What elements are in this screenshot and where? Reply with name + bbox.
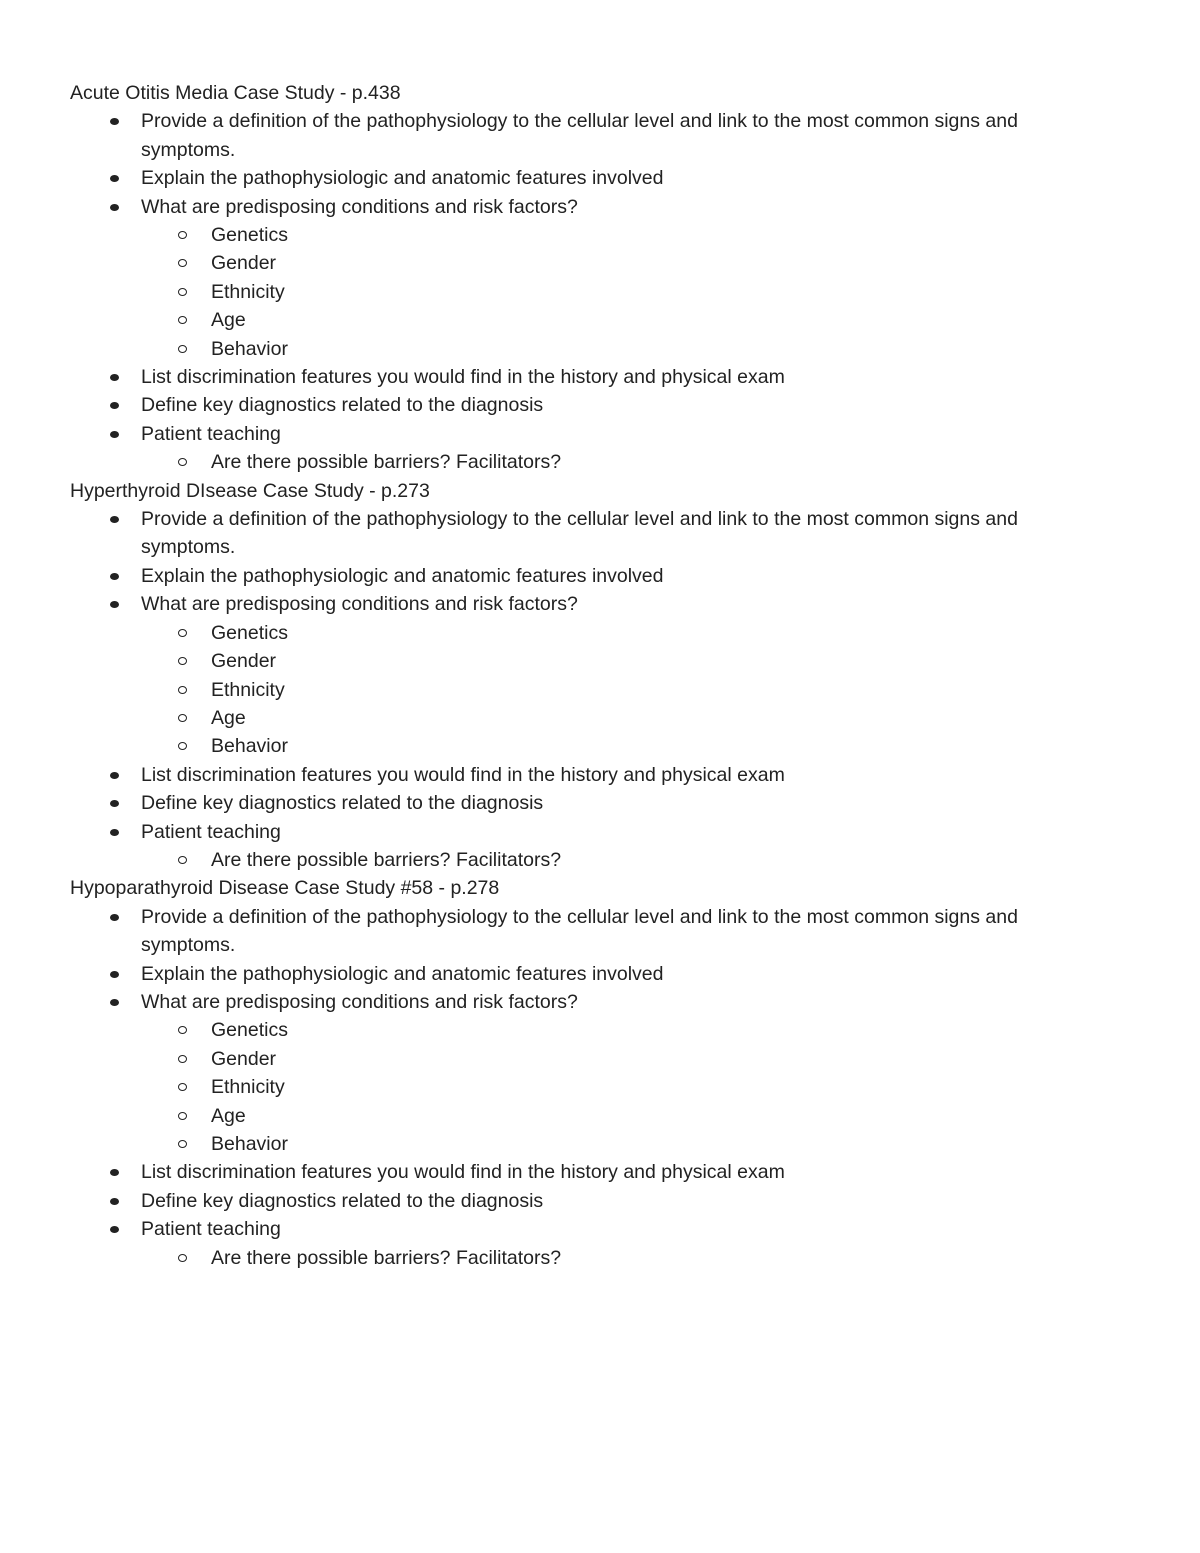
- disc-bullet-icon: [110, 516, 119, 523]
- question-text: List discrimination features you would find in the history and physical exam: [141, 366, 785, 389]
- circle-bullet-icon: [178, 458, 187, 466]
- disc-bullet-icon: [110, 175, 119, 182]
- sub-item-text: Age: [211, 706, 246, 729]
- circle-bullet-icon: [178, 316, 187, 324]
- circle-bullet-icon: [178, 686, 187, 694]
- disc-bullet-icon: [110, 971, 119, 978]
- circle-bullet-icon: [178, 231, 187, 239]
- question-item: [70, 960, 1021, 988]
- question-text: List discrimination features you would find in the history and physical exam: [141, 1161, 785, 1184]
- disc-bullet-icon: [110, 999, 119, 1006]
- question-text: Patient teaching: [141, 1218, 281, 1241]
- sub-item-text: Gender: [211, 1047, 277, 1070]
- disc-bullet-icon: [110, 573, 119, 580]
- question-item: [70, 164, 1021, 192]
- sub-item: [70, 448, 1021, 476]
- sub-item: [70, 1045, 1021, 1073]
- question-list: [70, 903, 1130, 1272]
- question-text: What are predisposing conditions and risk factors?: [141, 593, 578, 616]
- sub-item: [70, 335, 1021, 363]
- sub-item-text: Age: [211, 309, 246, 332]
- sub-item: [70, 647, 1021, 675]
- circle-bullet-icon: [178, 259, 187, 267]
- question-item: [70, 363, 1021, 391]
- disc-bullet-icon: [110, 800, 119, 807]
- circle-bullet-icon: [178, 345, 187, 353]
- circle-bullet-icon: [178, 1026, 187, 1034]
- sub-item: [70, 1244, 1021, 1272]
- sub-item: [70, 249, 1021, 277]
- section-title: Hyperthyroid DIsease Case Study - p.273: [70, 479, 430, 502]
- question-text: Explain the pathophysiologic and anatomic features involved: [141, 564, 664, 587]
- circle-bullet-icon: [178, 1254, 187, 1262]
- sub-list: [70, 619, 1021, 761]
- question-text: Patient teaching: [141, 820, 281, 843]
- sub-item: [70, 619, 1021, 647]
- question-item: [70, 903, 1021, 960]
- question-item: [70, 420, 1021, 477]
- disc-bullet-icon: [110, 402, 119, 409]
- circle-bullet-icon: [178, 714, 187, 722]
- question-list: [70, 107, 1130, 476]
- sub-item-text: Behavior: [211, 1132, 288, 1155]
- question-item: [70, 1187, 1021, 1215]
- question-item: [70, 1158, 1021, 1186]
- disc-bullet-icon: [110, 1226, 119, 1233]
- sub-item: [70, 846, 1021, 874]
- question-item: [70, 789, 1021, 817]
- circle-bullet-icon: [178, 1055, 187, 1063]
- question-list: [70, 505, 1130, 874]
- sub-item-text: Gender: [211, 252, 277, 275]
- circle-bullet-icon: [178, 856, 187, 864]
- sub-list: [70, 846, 1021, 874]
- circle-bullet-icon: [178, 1083, 187, 1091]
- circle-bullet-icon: [178, 1112, 187, 1120]
- sub-item: [70, 1102, 1021, 1130]
- question-item: [70, 818, 1021, 875]
- sub-item-text: Ethnicity: [211, 280, 285, 303]
- question-item: [70, 193, 1021, 363]
- sub-list: [70, 448, 1021, 476]
- sub-item: [70, 221, 1021, 249]
- sub-list: [70, 1244, 1021, 1272]
- disc-bullet-icon: [110, 1198, 119, 1205]
- sub-list: [70, 1016, 1021, 1158]
- sub-item-text: Are there possible barriers? Facilitators?: [211, 1246, 562, 1269]
- question-item: [70, 562, 1021, 590]
- question-item: [70, 761, 1021, 789]
- sub-item-text: Are there possible barriers? Facilitators?: [211, 451, 562, 474]
- disc-bullet-icon: [110, 914, 119, 921]
- sub-item-text: Genetics: [211, 1019, 288, 1042]
- question-text: Explain the pathophysiologic and anatomic features involved: [141, 962, 664, 985]
- circle-bullet-icon: [178, 1140, 187, 1148]
- question-item: [70, 391, 1021, 419]
- sub-item: [70, 306, 1021, 334]
- case-study-section: [70, 874, 1130, 1272]
- question-item: [70, 590, 1021, 760]
- case-study-section: [70, 477, 1130, 875]
- disc-bullet-icon: [110, 374, 119, 381]
- disc-bullet-icon: [110, 204, 119, 211]
- sub-item: [70, 704, 1021, 732]
- question-text: Provide a definition of the pathophysiology to the cellular level and link to the most common signs and symptoms.: [141, 508, 1018, 559]
- sub-item: [70, 1130, 1021, 1158]
- disc-bullet-icon: [110, 829, 119, 836]
- section-title: Hypoparathyroid Disease Case Study #58 - p.278: [70, 877, 500, 900]
- question-text: Explain the pathophysiologic and anatomic features involved: [141, 167, 664, 190]
- question-text: What are predisposing conditions and risk factors?: [141, 195, 578, 218]
- question-item: [70, 988, 1021, 1158]
- disc-bullet-icon: [110, 601, 119, 608]
- sub-item-text: Behavior: [211, 735, 288, 758]
- question-text: What are predisposing conditions and risk factors?: [141, 990, 578, 1013]
- circle-bullet-icon: [178, 629, 187, 637]
- sub-item-text: Age: [211, 1104, 246, 1127]
- sub-item-text: Ethnicity: [211, 1076, 285, 1099]
- case-study-section: [70, 79, 1130, 477]
- sub-item-text: Are there possible barriers? Facilitators?: [211, 848, 562, 871]
- circle-bullet-icon: [178, 657, 187, 665]
- disc-bullet-icon: [110, 772, 119, 779]
- sub-list: [70, 221, 1021, 363]
- section-title: Acute Otitis Media Case Study - p.438: [70, 82, 401, 104]
- disc-bullet-icon: [110, 1169, 119, 1176]
- sub-item-text: Genetics: [211, 621, 288, 644]
- sub-item: [70, 676, 1021, 704]
- disc-bullet-icon: [110, 431, 119, 438]
- circle-bullet-icon: [178, 288, 187, 296]
- sub-item: [70, 732, 1021, 760]
- question-text: Patient teaching: [141, 422, 281, 445]
- question-text: List discrimination features you would find in the history and physical exam: [141, 763, 785, 786]
- sub-item-text: Genetics: [211, 224, 288, 247]
- sub-item: [70, 1016, 1021, 1044]
- question-text: Define key diagnostics related to the diagnosis: [141, 1189, 544, 1212]
- sub-item: [70, 278, 1021, 306]
- sub-item-text: Gender: [211, 650, 277, 673]
- question-text: Provide a definition of the pathophysiology to the cellular level and link to the most common signs and symptoms.: [141, 110, 1018, 161]
- sub-item-text: Ethnicity: [211, 678, 285, 701]
- question-text: Define key diagnostics related to the diagnosis: [141, 394, 544, 417]
- document-body: [70, 79, 1130, 1272]
- question-item: [70, 1215, 1021, 1272]
- sub-item-text: Behavior: [211, 337, 288, 360]
- question-item: [70, 505, 1021, 562]
- circle-bullet-icon: [178, 742, 187, 750]
- question-item: [70, 107, 1021, 164]
- question-text: Define key diagnostics related to the diagnosis: [141, 792, 544, 815]
- sub-item: [70, 1073, 1021, 1101]
- disc-bullet-icon: [110, 118, 119, 125]
- question-text: Provide a definition of the pathophysiology to the cellular level and link to the most common signs and symptoms.: [141, 905, 1018, 957]
